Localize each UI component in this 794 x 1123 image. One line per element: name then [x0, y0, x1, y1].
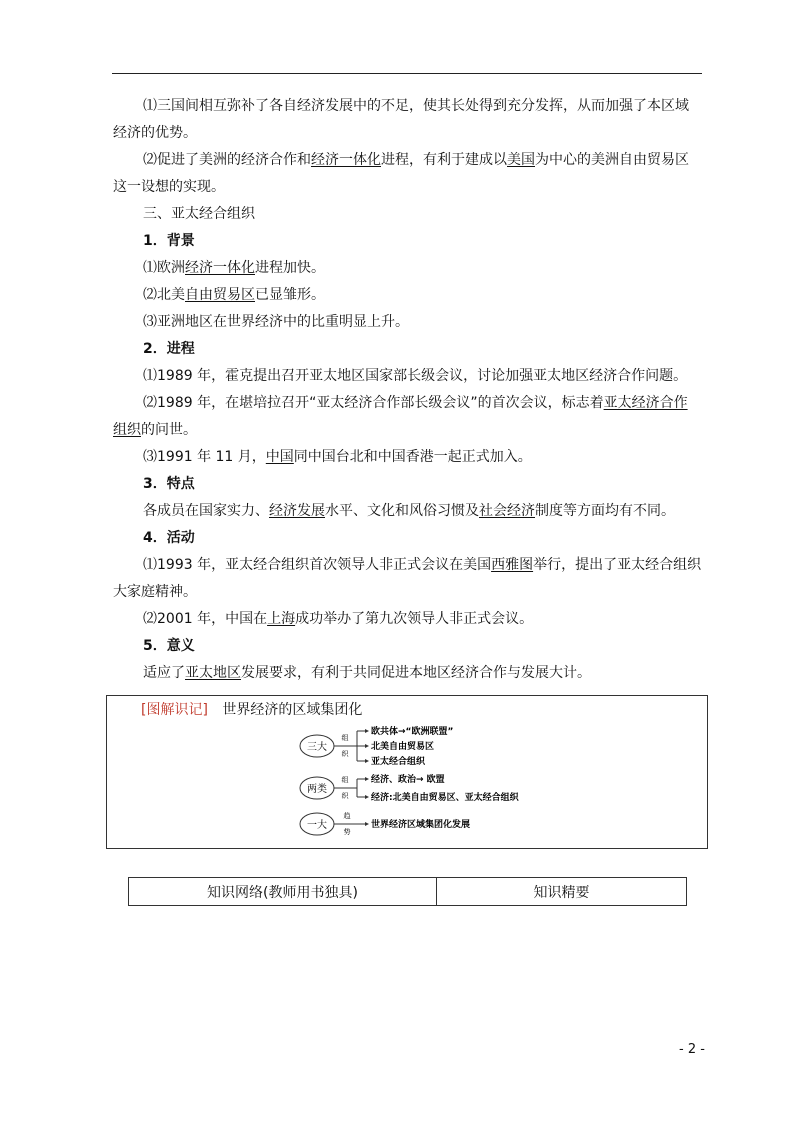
figure-box	[106, 695, 708, 849]
table-cell-knowledge-essentials: 知识精要	[533, 884, 590, 901]
figure-title	[141, 699, 362, 719]
subheading-activities: 4．活动	[143, 530, 195, 546]
section-heading: 三、亚太经合组织	[143, 206, 255, 222]
process-item-2-line-1: ⑵1989 年，在堪培拉召开“亚太经济合作部长级会议”的首次会议，标志着亚太经济合作	[143, 395, 688, 411]
subheading-process: 2．进程	[143, 341, 195, 357]
table-cell-knowledge-network: 知识网络(教师用书独具)	[129, 878, 437, 905]
activity-item-1-line-1: ⑴1993 年，亚太经合组织首次领导人非正式会议在美国西雅图举行，提出了亚太经合组织	[143, 557, 702, 573]
underlined-term: 社会经济	[479, 503, 535, 519]
underlined-term: 经济一体化	[185, 260, 255, 276]
figure-caption: 世界经济的区域集团化	[222, 702, 363, 718]
header-rule	[112, 73, 702, 74]
subheading-features: 3．特点	[143, 476, 195, 492]
underlined-term: 亚太地区	[185, 665, 241, 681]
process-item-2-line-2: 组织的问世。	[113, 422, 197, 438]
figure-tag: [图解识记]	[141, 702, 208, 718]
subheading-background: 1．背景	[143, 233, 195, 249]
underlined-term: 组织	[113, 422, 141, 438]
svg-text:织: 织	[341, 792, 349, 800]
paragraph-2-line-2: 这一设想的实现。	[113, 179, 225, 195]
features-text: 各成员在国家实力、经济发展水平、文化和风俗习惯及社会经济制度等方面均有不同。	[143, 503, 675, 519]
underlined-term: 亚太经济合作	[603, 395, 688, 411]
background-item-1: ⑴欧洲经济一体化进程加快。	[143, 260, 325, 276]
background-item-3: ⑶亚洲地区在世界经济中的比重明显上升。	[143, 314, 409, 330]
activity-item-1-line-2: 大家庭精神。	[113, 584, 197, 600]
row2-item-1: 经济、政治→ 欧盟	[371, 775, 445, 785]
process-item-3: ⑶1991 年 11 月，中国同中国台北和中国香港一起正式加入。	[143, 449, 532, 465]
row1-item-1: 欧共体→“欧洲联盟”	[371, 727, 454, 737]
svg-text:趋: 趋	[343, 812, 351, 820]
underlined-term: 西雅图	[491, 557, 534, 573]
underlined-term: 经济一体化	[311, 152, 381, 168]
row3-label: 一大	[307, 820, 327, 831]
paragraph-1-line-2: 经济的优势。	[113, 125, 197, 141]
row2-item-2: 经济:北美自由贸易区、亚太经合组织	[371, 793, 519, 803]
background-item-2: ⑵北美自由贸易区已显雏形。	[143, 287, 325, 303]
row1-mid-bottom: 织	[341, 750, 349, 758]
row3-item-1: 世界经济区域集团化发展	[371, 820, 471, 830]
page-number: - 2 -	[679, 1042, 705, 1057]
underlined-term: 中国	[265, 449, 294, 465]
regional-grouping-diagram	[297, 724, 557, 839]
paragraph-1-line-1: ⑴三国间相互弥补了各自经济发展中的不足，使其长处得到充分发挥，从而加强了本区域	[143, 98, 689, 114]
significance-text: 适应了亚太地区发展要求，有利于共同促进本地区经济合作与发展大计。	[143, 665, 591, 681]
activity-item-2: ⑵2001 年，中国在上海成功举办了第九次领导人非正式会议。	[143, 611, 534, 627]
underlined-term: 上海	[267, 611, 296, 627]
knowledge-table	[128, 877, 687, 906]
underlined-term: 自由贸易区	[185, 287, 255, 303]
paragraph-2-line-1: ⑵促进了美洲的经济合作和经济一体化进程，有利于建成以美国为中心的美洲自由贸易区	[143, 152, 689, 168]
subheading-significance: 5．意义	[143, 638, 195, 654]
svg-text:组: 组	[341, 776, 349, 784]
row1-label: 三大	[307, 742, 327, 753]
underlined-term: 美国	[507, 152, 535, 168]
row1-mid-top: 组	[341, 734, 349, 742]
process-item-1: ⑴1989 年，霍克提出召开亚太地区国家部长级会议，讨论加强亚太地区经济合作问题。	[143, 368, 688, 384]
row1-item-3: 亚太经合组织	[371, 757, 426, 767]
underlined-term: 经济发展	[269, 503, 325, 519]
row1-item-2: 北美自由贸易区	[371, 742, 435, 752]
svg-text:势: 势	[343, 828, 351, 836]
row2-label: 两类	[307, 784, 327, 795]
